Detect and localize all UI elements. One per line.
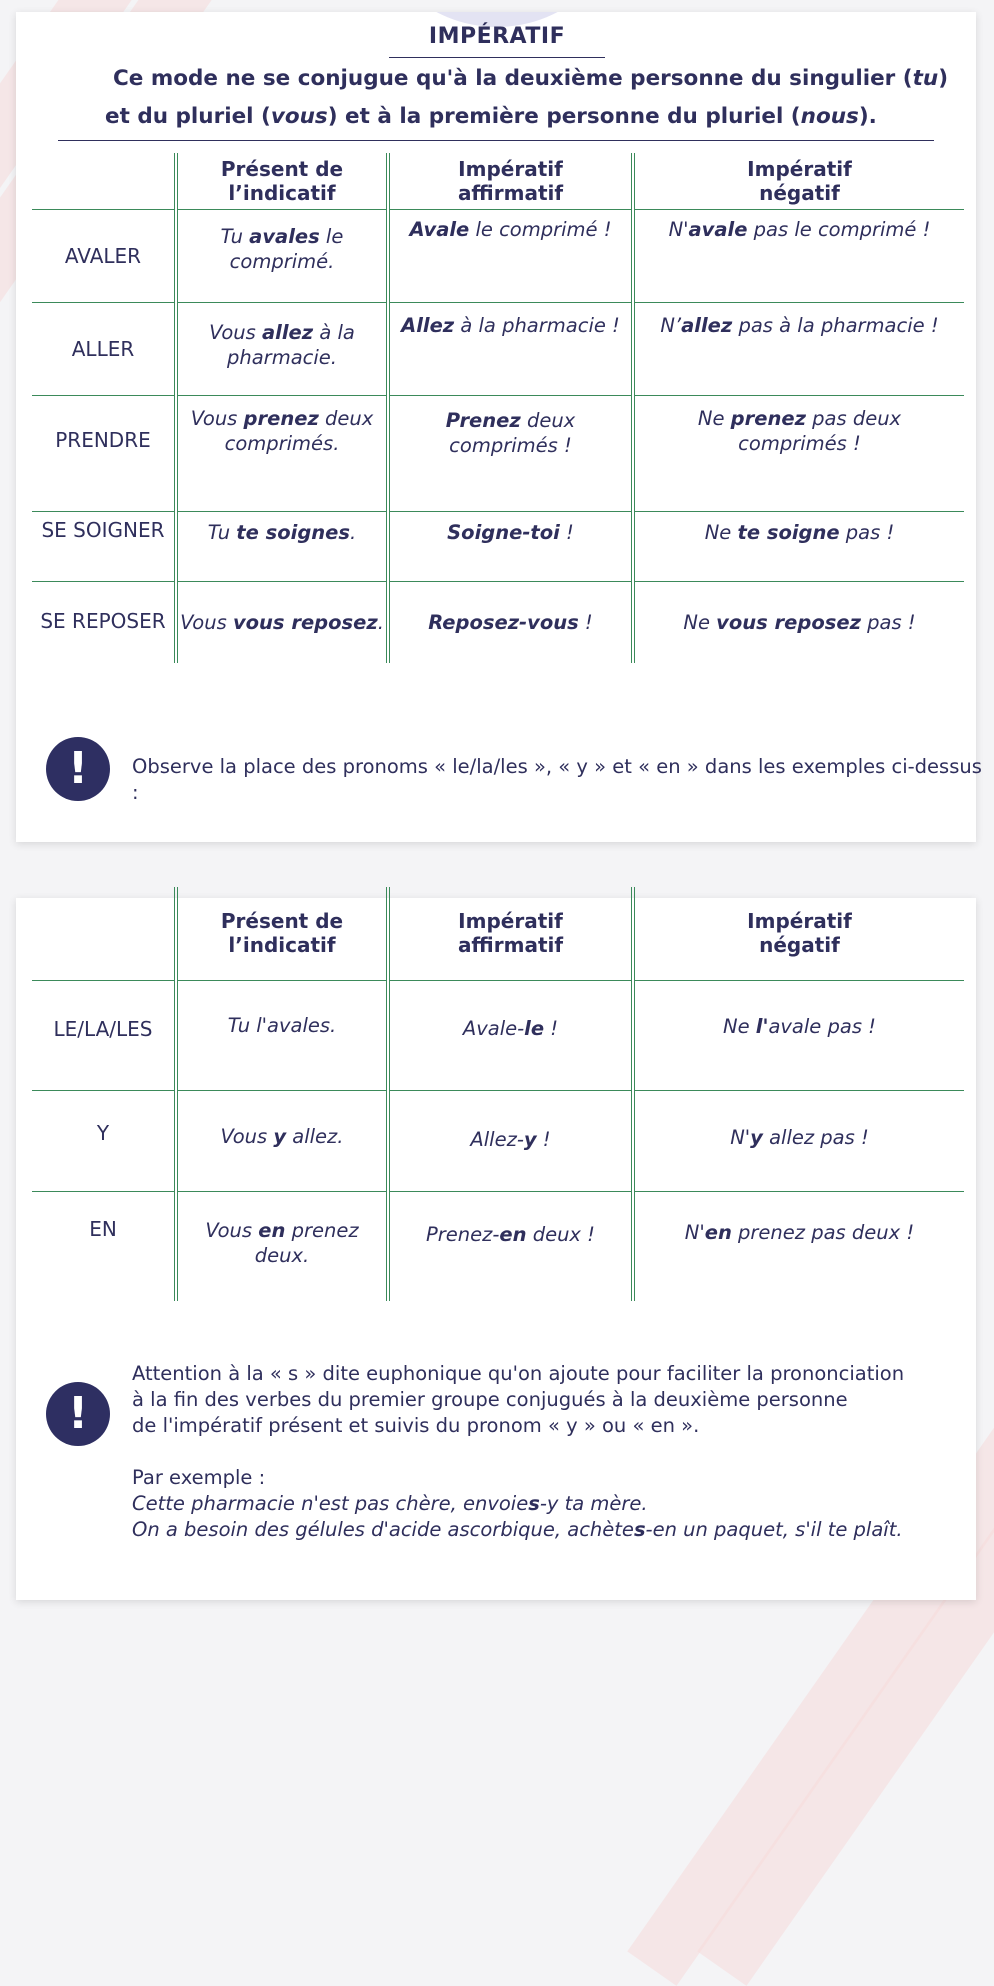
intro-text: Ce mode ne se conjugue qu'à la deuxième personne du singulier (tu) et du pluriel (vous) et à la première personne du pluriel (nous). bbox=[105, 66, 949, 129]
table-row bbox=[32, 1090, 964, 1191]
table-row bbox=[32, 511, 964, 581]
present-cell: Tu avales le comprimé. bbox=[176, 209, 388, 302]
verb-label: SE REPOSER bbox=[32, 581, 176, 663]
negatif-cell: N'y allez pas ! bbox=[633, 1090, 964, 1191]
table-row bbox=[32, 581, 964, 663]
table-row bbox=[32, 395, 964, 511]
exclamation-icon: ! bbox=[46, 1382, 110, 1446]
affirmatif-cell: Avale le comprimé ! bbox=[388, 209, 633, 302]
affirmatif-cell: Soigne-toi ! bbox=[388, 511, 633, 581]
present-cell: Vous vous reposez. bbox=[176, 581, 388, 663]
pronoun-label: Y bbox=[32, 1090, 176, 1191]
table-row bbox=[32, 1191, 964, 1301]
negatif-cell: N'en prenez pas deux ! bbox=[684, 1220, 915, 1244]
intro-divider bbox=[58, 140, 934, 141]
affirmatif-cell: Prenez deux comprimés ! bbox=[388, 395, 633, 511]
affirmatif-cell: Allez à la pharmacie ! bbox=[388, 302, 633, 395]
header-affirmatif: Impératif affirmatif bbox=[388, 153, 633, 209]
table-row bbox=[32, 302, 964, 395]
present-cell: Tu l'avales. bbox=[176, 980, 388, 1090]
affirmatif-cell: Allez-y ! bbox=[388, 1090, 633, 1191]
present-cell: Tu te soignes. bbox=[176, 511, 388, 581]
note-euphonic-s: Attention à la « s » dite euphonique qu'on ajoute pour faciliter la prononciation à la fin des verbes du premier groupe conjugués à la deuxième personne de l'impératif présent et suivis du pronom « y » ou « en ». Par exemple : Cette pharmacie n'est pas chère, envoies-y ta mère. On a besoin des gélules d'acide ascorbique, achètes-en un paquet, s'il te plaît. bbox=[132, 1362, 905, 1541]
conjugation-table bbox=[32, 153, 964, 663]
negatif-cell: Ne l'avale pas ! bbox=[633, 980, 964, 1090]
table-header-row bbox=[32, 887, 964, 980]
negatif-cell: Ne prenez pas deux comprimés ! bbox=[633, 395, 964, 511]
negatif-cell: N'avale pas le comprimé ! bbox=[633, 209, 964, 302]
header-present: Présent de l’indicatif bbox=[176, 153, 388, 209]
pronoun-table bbox=[32, 887, 964, 1301]
header-empty bbox=[32, 887, 176, 980]
affirmatif-cell: Avale-le ! bbox=[388, 980, 633, 1090]
pronoun-label: EN bbox=[32, 1191, 176, 1301]
verb-label: AVALER bbox=[32, 209, 176, 302]
header-present: Présent de l’indicatif bbox=[176, 887, 388, 980]
note-pronouns: Observe la place des pronoms « le/la/les », « y » et « en » dans les exemples ci-dessus : bbox=[132, 755, 982, 804]
affirmatif-cell: Prenez-en deux ! bbox=[388, 1191, 633, 1301]
table-row bbox=[32, 209, 964, 302]
negatif-cell: Ne vous reposez pas ! bbox=[683, 610, 916, 634]
present-cell: Vous allez à la pharmacie. bbox=[176, 302, 388, 395]
table-row bbox=[32, 980, 964, 1090]
negatif-cell: Ne te soigne pas ! bbox=[633, 511, 964, 581]
page-title: IMPÉRATIF bbox=[428, 24, 566, 49]
header-affirmatif: Impératif affirmatif bbox=[388, 887, 633, 980]
present-cell: Vous en prenez deux. bbox=[176, 1191, 388, 1301]
exclamation-icon: ! bbox=[46, 737, 110, 801]
verb-label: PRENDRE bbox=[32, 395, 176, 511]
verb-label: SE SOIGNER bbox=[32, 511, 176, 581]
present-cell: Vous y allez. bbox=[176, 1090, 388, 1191]
present-cell: Vous prenez deux comprimés. bbox=[176, 395, 388, 511]
affirmatif-cell: Reposez-vous ! bbox=[388, 581, 633, 663]
header-negatif: Impératif négatif bbox=[633, 887, 964, 980]
table-header-row bbox=[32, 153, 964, 209]
header-negatif: Impératif négatif bbox=[633, 153, 964, 209]
pronoun-label: LE/LA/LES bbox=[32, 980, 176, 1090]
header-empty bbox=[32, 153, 176, 209]
negatif-cell: N’allez pas à la pharmacie ! bbox=[633, 302, 964, 395]
title-underline bbox=[389, 57, 605, 58]
verb-label: ALLER bbox=[32, 302, 176, 395]
